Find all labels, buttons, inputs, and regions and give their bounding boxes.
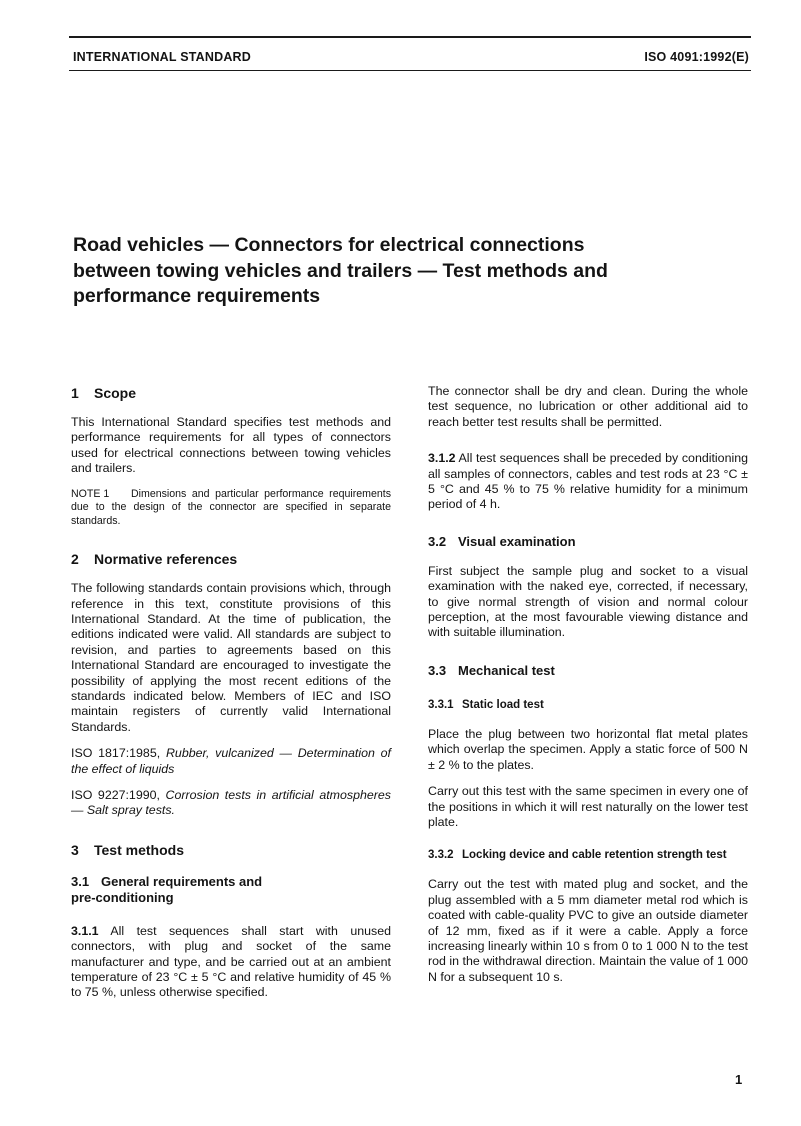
subsection-title: General requirements and [101,873,263,889]
clause-number: 3.1.2 [428,451,456,466]
note-1 [71,488,391,529]
header-rule [69,70,751,71]
header-standard-number: ISO 4091:1992(E) [644,50,749,64]
subsection-title: Mechanical test [458,662,555,678]
section-title: Scope [94,385,137,401]
right-column [428,384,748,985]
document-title [73,233,713,310]
note-label: NOTE 1 [71,487,110,500]
title-line: performance requirements [73,285,321,307]
header-document-type: INTERNATIONAL STANDARD [73,50,252,64]
clause-3-1-1-continued: The connector shall be dry and clean. During the whole test sequence, no lubrication or other additional aid to reach better test results shall be permitted. [428,384,748,429]
subsection-number: 3.3 [428,662,447,678]
locking-device-paragraph: Carry out the test with mated plug and socket, and the plug assembled with a 5 mm diameter metal rod which is coated with cable-quality PVC to give an outside diameter of 12 mm, fixed as if it were a cable. Apply a force increasing linearly within 10 s from 0 to 1 000 N to the test rod in the withdrawal direction. Maintain the value of 1 000 N for a subsequent 10 s. [428,877,748,984]
note-text: Dimensions and particular performance requirements due to the design of the connector are specified in separate standards. [71,487,391,527]
reference-title: Corrosion tests in artificial atmospheres — Salt spray tests. [71,788,391,818]
section-title: Test methods [94,841,184,858]
static-load-paragraph-2: Carry out this test with the same specimen in every one of the positions in which it will rest naturally on the lower test plate. [428,784,748,829]
section-title: Normative references [94,551,238,568]
section-number: 1 [71,385,79,401]
normative-references-paragraph: The following standards contain provisions which, through reference in this text, constitute provisions of this International Standard. At the time of publication, the editions indicated were valid. All standards are subject to revision, and parties to agreements based on this International Standard are encouraged to investigate the possibility of applying the most recent editions of the standards indicated below. Members of IEC and ISO maintain registers of currently valid International Standards. [71,581,391,734]
page-number: 1 [735,1072,743,1087]
clause-heading-static-load-test [428,698,748,713]
subsection-title: Visual examination [458,533,576,549]
clause-number: 3.3.2 [428,849,454,862]
clause-3-1-1 [71,924,391,1001]
clause-3-1-2 [428,451,748,513]
subsection-number: 3.1 [71,873,90,889]
section-heading-normative-references [71,550,391,568]
reference-iso-9227 [71,788,391,819]
subsection-heading-visual-examination [428,534,748,550]
scope-paragraph: This International Standard specifies test methods and performance requirements for all types of connectors used for electrical connections between towing vehicles and trailers. [71,415,391,476]
title-line: Road vehicles — Connectors for electrical connections [73,234,585,256]
title-line: between towing vehicles and trailers — Test methods and [73,259,608,282]
section-number: 3 [71,841,79,858]
subsection-number: 3.2 [428,533,447,549]
reference-id: ISO 9227:1990, [71,788,160,802]
visual-examination-paragraph: First subject the sample plug and socket to a visual examination with the naked eye, corrected, if necessary, to give normal strength of vision and normal colour perception, at the most favourable viewing distance and with suitable illumination. [428,563,748,640]
reference-iso-1817 [71,746,391,777]
section-heading-test-methods [71,841,391,859]
clause-number: 3.1.1 [71,923,99,938]
subsection-heading-general-requirements [71,874,391,906]
clause-number: 3.3.1 [428,698,454,711]
reference-id: ISO 1817:1985, [71,746,161,761]
reference-title: Rubber, vulcanized — Determination of the effect of liquids [71,746,391,776]
left-column [71,384,391,1001]
top-rule [69,36,751,38]
clause-title: Static load test [462,698,544,711]
static-load-paragraph-1: Place the plug between two horizontal flat metal plates which overlap the specimen. Apply a static force of 500 N ± 2 % to the plates. [428,726,748,772]
subsection-title-continued: pre-conditioning [71,889,174,905]
subsection-heading-mechanical-test [428,663,748,679]
section-heading-scope [71,384,391,402]
clause-heading-locking-device-test [428,848,748,863]
clause-text: All test sequences shall start with unused connectors, with plug and socket of the same manufacturer and type, and be carried out at an ambient temperature of 23 °C ± 5 °C and relative humidity of 45 % to 75 %, unless otherwise specified. [71,923,391,1000]
section-number: 2 [71,551,79,568]
clause-title: Locking device and cable retention strength test [462,849,727,862]
clause-text: All test sequences shall be preceded by conditioning all samples of connectors, cables and test rods at 23 °C ± 5 °C and 45 % to 75 % relative humidity for a minimum period of 4 h. [428,451,748,512]
